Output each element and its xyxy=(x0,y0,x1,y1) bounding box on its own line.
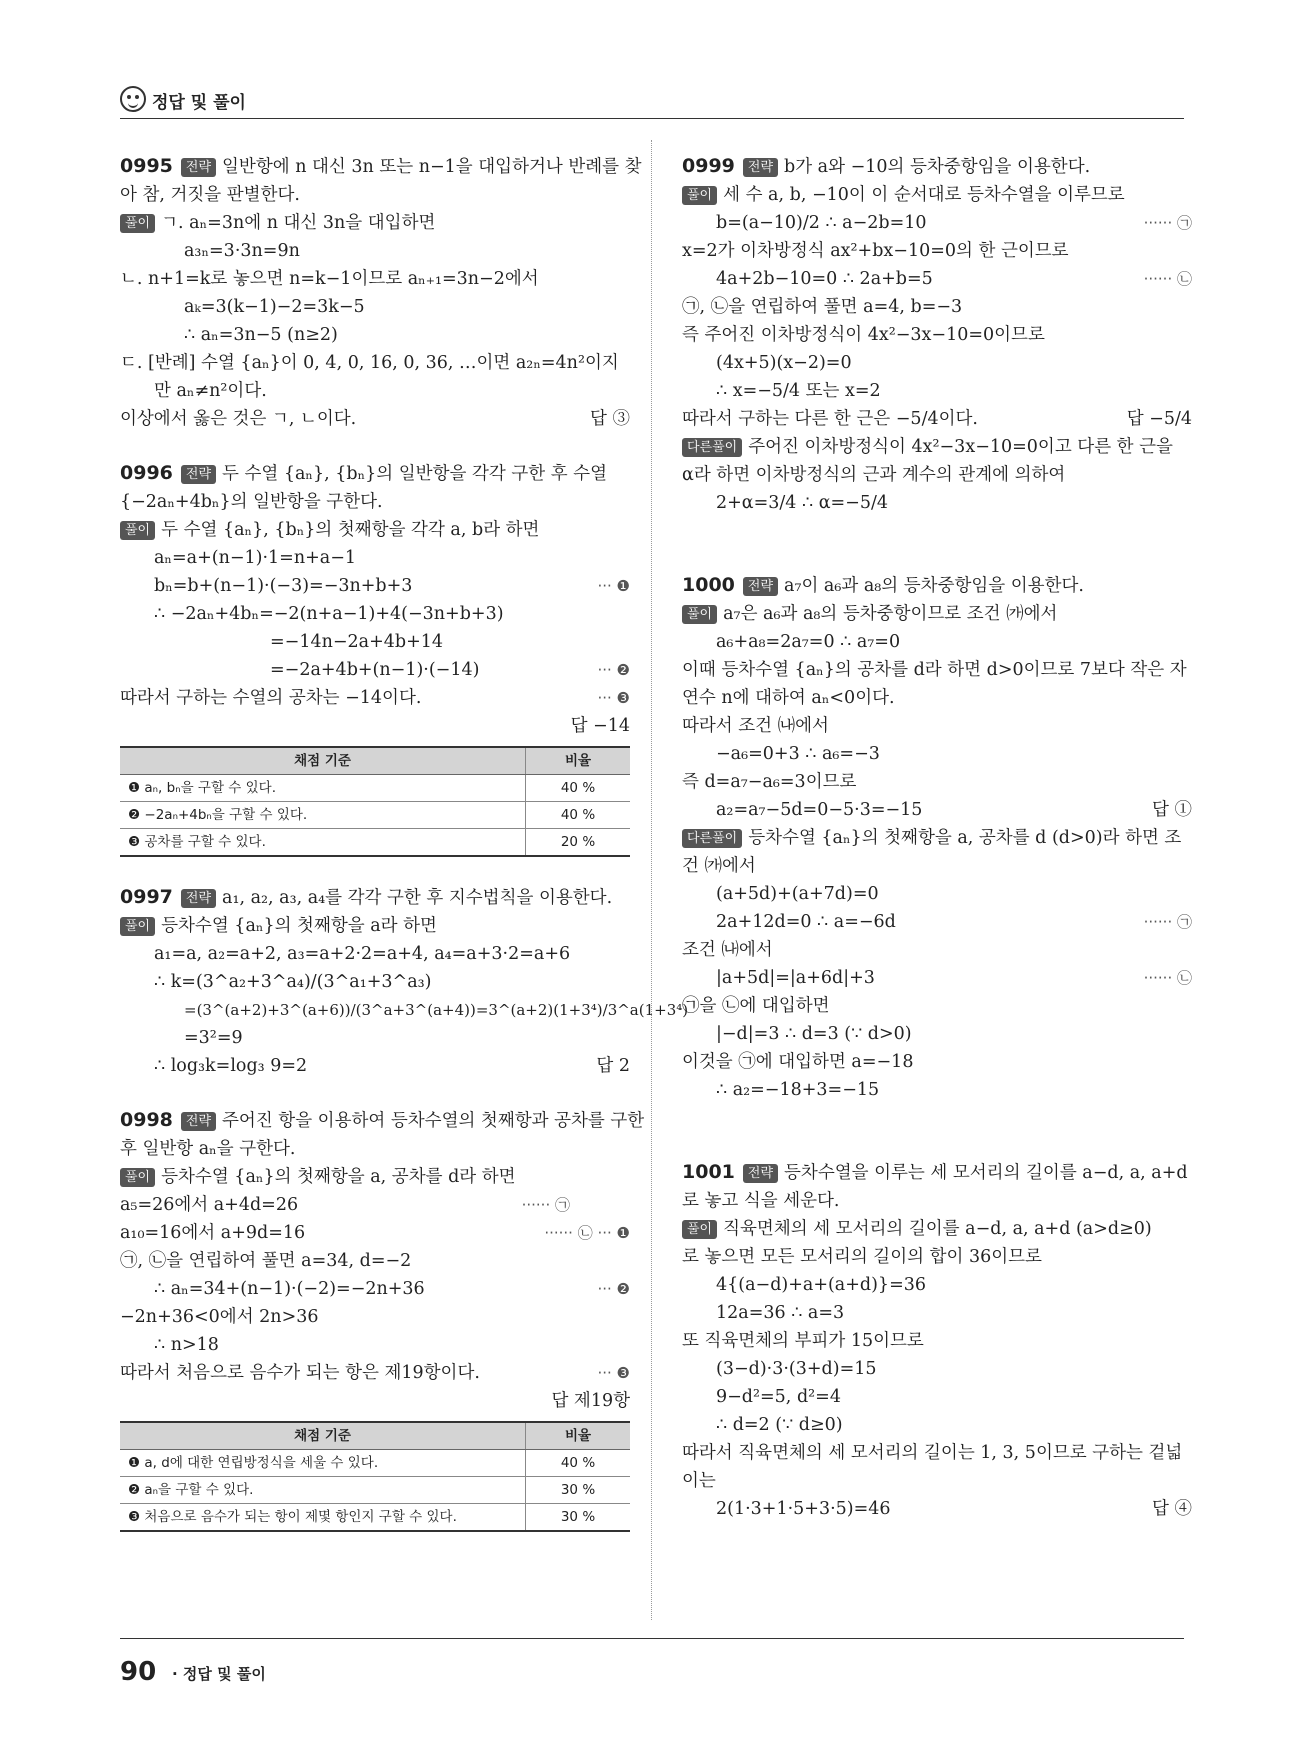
solution-line: ㉠, ㉡을 연립하여 풀면 a=34, d=−2 xyxy=(120,1251,412,1271)
solution-line: 주어진 이차방정식이 4x²−3x−10=0이고 다른 한 근을 xyxy=(748,437,1173,457)
left-column xyxy=(120,152,689,1558)
solution-line: ㉠, ㉡을 연립하여 풀면 a=4, b=−3 xyxy=(682,297,963,317)
solution-line: =3²=9 xyxy=(184,1028,243,1048)
strategy-tag: 전략 xyxy=(181,158,216,177)
solution-line: 두 수열 {aₙ}, {bₙ}의 첫째항을 각각 a, b라 하면 xyxy=(161,520,540,540)
solution-line: ∴ aₙ=34+(n−1)·(−2)=−2n+36 xyxy=(154,1279,425,1299)
solution-line: 이때 등차수열 {aₙ}의 공차를 d라 하면 d>0이므로 7보다 작은 자 xyxy=(682,660,1187,680)
solution-tag: 풀이 xyxy=(682,605,717,624)
solution-line: 만 aₙ≠n²이다. xyxy=(154,381,267,401)
solution-line: (3−d)·3·(3+d)=15 xyxy=(716,1359,877,1379)
solution-line: 2a+12d=0 ∴ a=−6d xyxy=(716,912,896,932)
problem-0996 xyxy=(120,459,630,857)
solution-line: 4{(a−d)+a+(a+d)}=36 xyxy=(716,1275,926,1295)
table-header: 채점 기준 xyxy=(120,747,526,775)
solution-line: ㄴ. n+1=k로 놓으면 n=k−1이므로 aₙ₊₁=3n−2에서 xyxy=(120,269,539,289)
solution-line: ∴ −2aₙ+4bₙ=−2(n+a−1)+4(−3n+b+3) xyxy=(154,604,504,624)
problem-0998 xyxy=(120,1106,645,1532)
solution-line: 조건 ㈏에서 xyxy=(682,940,773,960)
solution-line: |a+5d|=|a+6d|+3 xyxy=(716,968,875,988)
answer: 답 ③ xyxy=(590,409,630,429)
problem-number: 0998 xyxy=(120,1109,173,1131)
solution-tag: 풀이 xyxy=(682,186,717,205)
strategy-text: 두 수열 {aₙ}, {bₙ}의 일반항을 각각 구한 후 수열 xyxy=(222,464,607,484)
solution-line: 등차수열 {aₙ}의 첫째항을 a, 공차를 d (d>0)라 하면 조 xyxy=(748,828,1182,848)
equation-marker: ······ ㉡ xyxy=(1143,270,1192,288)
solution-line: 등차수열 {aₙ}의 첫째항을 a라 하면 xyxy=(161,916,437,936)
strategy-tag: 전략 xyxy=(743,158,778,177)
strategy-text: a₁, a₂, a₃, a₄를 각각 구한 후 지수법칙을 이용한다. xyxy=(222,888,613,908)
strategy-text: 주어진 항을 이용하여 등차수열의 첫째항과 공차를 구한 xyxy=(222,1111,645,1131)
problem-number: 1001 xyxy=(682,1161,735,1183)
step-marker: ··· ❸ xyxy=(597,689,630,707)
solution-line: −a₆=0+3 ∴ a₆=−3 xyxy=(716,744,880,764)
table-row: ❸ 처음으로 음수가 되는 항이 제몇 항인지 구할 수 있다. 30 % xyxy=(120,1504,630,1532)
strategy-text: a₇이 a₆과 a₈의 등차중항임을 이용한다. xyxy=(784,576,1084,596)
right-column xyxy=(682,152,1192,1549)
solution-line: ㄷ. [반례] 수열 {aₙ}이 0, 4, 0, 16, 0, 36, …이면 a₂ₙ=4n²이지 xyxy=(120,353,619,373)
solution-line: 등차수열 {aₙ}의 첫째항을 a, 공차를 d라 하면 xyxy=(161,1167,516,1187)
solution-line: 이는 xyxy=(682,1471,716,1491)
answer: 답 −5/4 xyxy=(1126,409,1192,429)
answer: 답 제19항 xyxy=(551,1391,630,1411)
strategy-tag: 전략 xyxy=(743,1164,778,1183)
solution-line: 즉 주어진 이차방정식이 4x²−3x−10=0이므로 xyxy=(682,325,1045,345)
strategy-tag: 전략 xyxy=(181,889,216,908)
solution-line: |−d|=3 ∴ d=3 (∵ d>0) xyxy=(716,1024,912,1044)
solution-tag: 풀이 xyxy=(120,917,155,936)
equation-marker: ······ ㉡ ··· ❶ xyxy=(544,1224,630,1242)
problem-number: 0999 xyxy=(682,155,735,177)
strategy-text: 로 놓고 식을 세운다. xyxy=(682,1191,840,1211)
solution-line: aₙ=a+(n−1)·1=n+a−1 xyxy=(154,548,357,568)
solution-line: ㄱ. aₙ=3n에 n 대신 3n을 대입하면 xyxy=(161,213,436,233)
problem-1000 xyxy=(682,571,1192,1104)
solution-tag: 풀이 xyxy=(682,1220,717,1239)
strategy-tag: 전략 xyxy=(743,577,778,596)
answer: 답 ① xyxy=(1152,800,1192,820)
solution-line: aₖ=3(k−1)−2=3k−5 xyxy=(184,297,365,317)
solution-line: 직육면체의 세 모서리의 길이를 a−d, a, a+d (a>d≥0) xyxy=(723,1219,1152,1239)
solution-line: 즉 d=a₇−a₆=3이므로 xyxy=(682,772,857,792)
problem-number: 0995 xyxy=(120,155,173,177)
step-marker: ··· ❸ xyxy=(597,1364,630,1382)
table-header: 채점 기준 xyxy=(120,1422,526,1450)
solution-line: 이것을 ㉠에 대입하면 a=−18 xyxy=(682,1052,914,1072)
solution-line: a₂=a₇−5d=0−5·3=−15 xyxy=(716,800,923,820)
table-header: 비율 xyxy=(526,1422,631,1450)
solution-line: x=2가 이차방정식 ax²+bx−10=0의 한 근이므로 xyxy=(682,241,1069,261)
solution-line: ∴ aₙ=3n−5 (n≥2) xyxy=(184,325,338,345)
solution-line: ∴ a₂=−18+3=−15 xyxy=(716,1080,880,1100)
table-row: ❶ aₙ, bₙ을 구할 수 있다. 40 % xyxy=(120,775,630,802)
solution-line: α라 하면 이차방정식의 근과 계수의 관계에 의하여 xyxy=(682,465,1066,485)
problem-number: 0997 xyxy=(120,886,173,908)
answer: 답 ④ xyxy=(1152,1499,1192,1519)
solution-line: ∴ k=(3^a₂+3^a₄)/(3^a₁+3^a₃) xyxy=(154,972,432,992)
strategy-text: 후 일반항 aₙ을 구한다. xyxy=(120,1139,296,1159)
solution-line: ∴ log₃k=log₃ 9=2 xyxy=(154,1056,308,1076)
table-row: ❷ −2aₙ+4bₙ을 구할 수 있다. 40 % xyxy=(120,802,630,829)
strategy-text: {−2aₙ+4bₙ}의 일반항을 구한다. xyxy=(120,492,383,512)
solution-line: 따라서 조건 ㈏에서 xyxy=(682,716,829,736)
strategy-text: 일반항에 n 대신 3n 또는 n−1을 대입하거나 반례를 찾 xyxy=(222,157,642,177)
solution-line: 따라서 처음으로 음수가 되는 항은 제19항이다. xyxy=(120,1363,480,1383)
equation-marker: ······ ㉠ xyxy=(1143,913,1192,931)
solution-line: ㉠을 ㉡에 대입하면 xyxy=(682,996,830,1016)
solution-line: 로 놓으면 모든 모서리의 길이의 합이 36이므로 xyxy=(682,1247,1042,1267)
table-row: ❷ aₙ을 구할 수 있다. 30 % xyxy=(120,1477,630,1504)
solution-line: (4x+5)(x−2)=0 xyxy=(716,353,852,373)
solution-line: 세 수 a, b, −10이 이 순서대로 등차수열을 이루므로 xyxy=(723,185,1125,205)
solution-line: a₁=a, a₂=a+2, a₃=a+2·2=a+4, a₄=a+3·2=a+6 xyxy=(154,944,571,964)
solution-line: 연수 n에 대하여 aₙ<0이다. xyxy=(682,688,895,708)
column-divider xyxy=(651,140,652,1620)
solution-line: 4a+2b−10=0 ∴ 2a+b=5 xyxy=(716,269,933,289)
solution-line: −2n+36<0에서 2n>36 xyxy=(120,1307,319,1327)
table-row: ❶ a, d에 대한 연립방정식을 세울 수 있다. 40 % xyxy=(120,1450,630,1477)
solution-line: (a+5d)+(a+7d)=0 xyxy=(716,884,879,904)
grading-table xyxy=(120,1421,630,1532)
header-title: 정답 및 풀이 xyxy=(152,93,246,113)
solution-line: 건 ㈎에서 xyxy=(682,856,756,876)
solution-line: b=(a−10)/2 ∴ a−2b=10 xyxy=(716,213,927,233)
solution-line: ∴ d=2 (∵ d≥0) xyxy=(716,1415,843,1435)
strategy-text: 등차수열을 이루는 세 모서리의 길이를 a−d, a, a+d xyxy=(784,1163,1188,1183)
solution-line: 따라서 직육면체의 세 모서리의 길이는 1, 3, 5이므로 구하는 겉넓 xyxy=(682,1443,1183,1463)
page-number: 90 xyxy=(120,1657,157,1687)
step-marker: ··· ❷ xyxy=(597,1280,630,1298)
solution-line: ∴ n>18 xyxy=(154,1335,219,1355)
equation-marker: ······ ㉠ xyxy=(521,1196,570,1214)
answer: 답 2 xyxy=(596,1056,630,1076)
strategy-tag: 전략 xyxy=(181,465,216,484)
problem-number: 1000 xyxy=(682,574,735,596)
strategy-text: 아 참, 거짓을 판별한다. xyxy=(120,185,300,205)
solution-line: 12a=36 ∴ a=3 xyxy=(716,1303,845,1323)
solution-line: a₆+a₈=2a₇=0 ∴ a₇=0 xyxy=(716,632,901,652)
problem-0997 xyxy=(120,883,689,1080)
smiley-logo-icon xyxy=(120,86,146,112)
solution-line: 따라서 구하는 다른 한 근은 −5/4이다. xyxy=(682,409,978,429)
page-header xyxy=(120,86,1184,119)
problem-1001 xyxy=(682,1158,1192,1523)
equation-marker: ······ ㉡ xyxy=(1143,969,1192,987)
step-marker: ··· ❷ xyxy=(597,661,630,679)
solution-line: =−14n−2a+4b+14 xyxy=(270,632,444,652)
equation-marker: ······ ㉠ xyxy=(1143,214,1192,232)
solution-line: =−2a+4b+(n−1)·(−14) xyxy=(270,660,480,680)
grading-table xyxy=(120,746,630,857)
step-marker: ··· ❶ xyxy=(597,577,630,595)
solution-tag: 풀이 xyxy=(120,521,155,540)
solution-tag: 풀이 xyxy=(120,1168,155,1187)
solution-line: ∴ x=−5/4 또는 x=2 xyxy=(716,381,881,401)
solution-line: 이상에서 옳은 것은 ㄱ, ㄴ이다. xyxy=(120,409,357,429)
page-footer xyxy=(120,1638,1184,1699)
solution-line: 또 직육면체의 부피가 15이므로 xyxy=(682,1331,924,1351)
solution-line: bₙ=b+(n−1)·(−3)=−3n+b+3 xyxy=(154,576,413,596)
solution-line: 2+α=3/4 ∴ α=−5/4 xyxy=(716,493,889,513)
strategy-tag: 전략 xyxy=(181,1112,216,1131)
solution-line: 9−d²=5, d²=4 xyxy=(716,1387,841,1407)
footer-text: · 정답 및 풀이 xyxy=(172,1665,266,1683)
solution-line: 따라서 구하는 수열의 공차는 −14이다. xyxy=(120,688,422,708)
solution-line: 2(1·3+1·5+3·5)=46 xyxy=(716,1499,891,1519)
answer: 답 −14 xyxy=(570,716,630,736)
problem-number: 0996 xyxy=(120,462,173,484)
solution-line: a₇은 a₆과 a₈의 등차중항이므로 조건 ㈎에서 xyxy=(723,604,1058,624)
solution-line: a₃ₙ=3·3n=9n xyxy=(184,241,300,261)
problem-0995 xyxy=(120,152,642,433)
strategy-text: b가 a와 −10의 등차중항임을 이용한다. xyxy=(784,157,1091,177)
problem-0999 xyxy=(682,152,1192,517)
solution-tag: 풀이 xyxy=(120,214,155,233)
solution-line: a₅=26에서 a+4d=26 xyxy=(120,1195,299,1215)
alt-solution-tag: 다른풀이 xyxy=(682,829,742,848)
table-row: ❸ 공차를 구할 수 있다. 20 % xyxy=(120,829,630,857)
solution-line: =(3^(a+2)+3^(a+6))/(3^a+3^(a+4))=3^(a+2)(1+3⁴)/3^a(1+3⁴) xyxy=(184,1001,689,1019)
solution-line: a₁₀=16에서 a+9d=16 xyxy=(120,1223,306,1243)
table-header: 비율 xyxy=(526,747,631,775)
alt-solution-tag: 다른풀이 xyxy=(682,438,742,457)
